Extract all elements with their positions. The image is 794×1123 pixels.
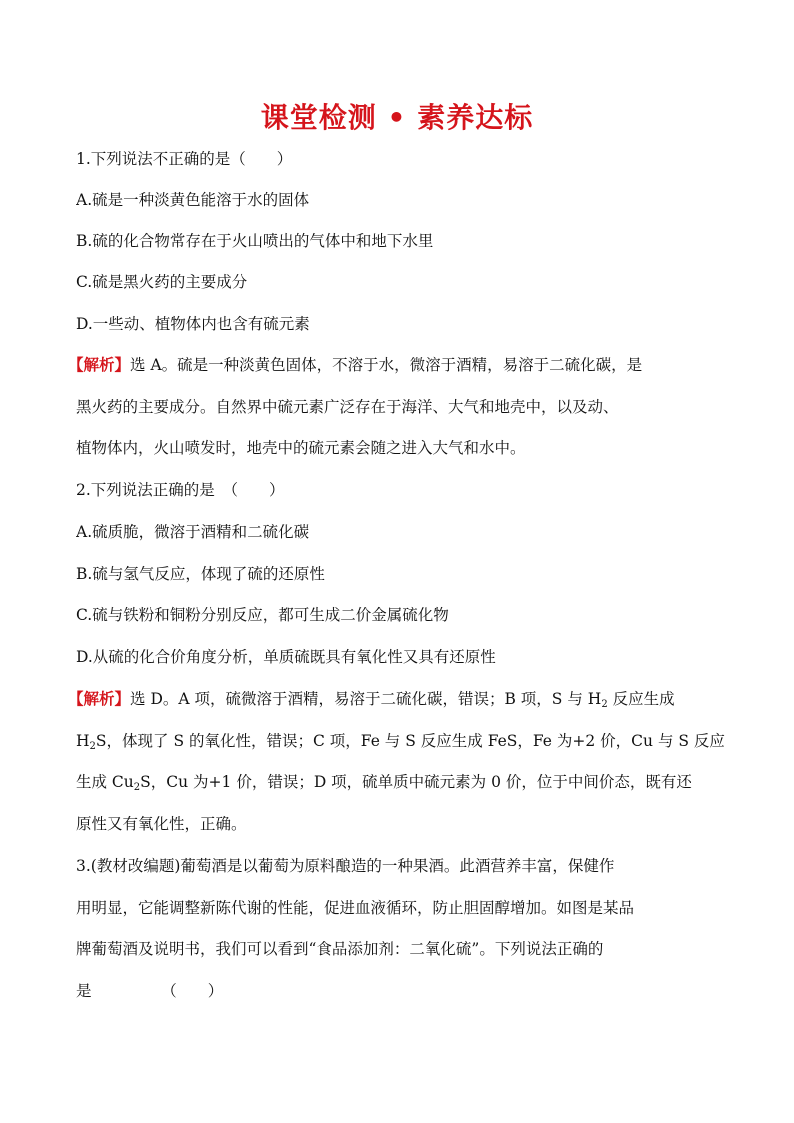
q2-analysis-text-1b: 反应生成 [607,690,675,708]
q1-analysis-text-1: 选 A。硫是一种淡黄色固体，不溶于水，微溶于酒精，易溶于二硫化碳，是 [130,356,643,374]
q2-analysis-text-2b: S，体现了 S 的氧化性，错误；C 项，Fe 与 S 反应生成 FeS，Fe 为+2 价，Cu 与 S 反应 [95,732,725,750]
q2-option-c: C.硫与铁粉和铜粉分别反应，都可生成二价金属硫化物 [76,606,449,624]
q2-option-b: B.硫与氢气反应，体现了硫的还原性 [76,565,325,583]
q2-analysis-text-3a: 生成 Cu [76,773,134,791]
q1-analysis-line-2: 黑火药的主要成分。自然界中硫元素广泛存在于海洋、大气和地壳中，以及动、 [76,398,619,416]
subscript: 2 [89,741,96,752]
q1-analysis-line-1 [68,354,728,376]
q1-option-b: B.硫的化合物常存在于火山喷出的气体中和地下水里 [76,232,434,250]
q3-line-2: 用明显，它能调整新陈代谢的性能，促进血液循环，防止胆固醇增加。如图是某品 [76,899,635,917]
q1-option-c: C.硫是黑火药的主要成分 [76,273,248,291]
q2-analysis-text-2a: H [76,732,90,750]
q2-analysis-line-4: 原性又有氧化性，正确。 [76,815,247,833]
q1-analysis-line-3: 植物体内，火山喷发时，地壳中的硫元素会随之进入大气和水中。 [76,439,526,457]
q3-line-1: 3.(教材改编题)葡萄酒是以葡萄为原料酿造的一种果酒。此酒营养丰富，保健作 [76,857,615,875]
q1-option-a: A.硫是一种淡黄色能溶于水的固体 [76,191,310,209]
q2-option-a: A.硫质脆，微溶于酒精和二硫化碳 [76,523,310,541]
subscript: 2 [133,782,141,793]
q1-option-d: D.一些动、植物体内也含有硫元素 [76,315,310,333]
analysis-label: 【解析】 [68,355,131,374]
q3-line-4: 是 （ ） [76,982,224,1000]
q2-analysis-line-3 [76,771,726,793]
q2-analysis-line-1 [68,688,728,710]
q2-analysis-text-3b: S，Cu 为+1 价，错误；D 项，硫单质中硫元素为 0 价，位于中间价态，既有还 [140,773,692,791]
q2-analysis-text-1a: 选 D。A 项，硫微溶于酒精，易溶于二硫化碳，错误；B 项，S 与 H [130,690,602,708]
q2-analysis-line-2 [76,730,726,752]
q1-stem: 1.下列说法不正确的是（ ） [76,150,293,168]
q2-option-d: D.从硫的化合价角度分析，单质硫既具有氧化性又具有还原性 [76,648,496,666]
q2-stem: 2.下列说法正确的是 （ ） [76,481,285,499]
q3-line-3: 牌葡萄酒及说明书，我们可以看到“食品添加剂：二氧化硫”。下列说法正确的 [76,940,604,958]
analysis-label: 【解析】 [68,689,131,708]
page-title: 课堂检测 • 素养达标 [260,101,534,134]
subscript: 2 [601,699,608,710]
